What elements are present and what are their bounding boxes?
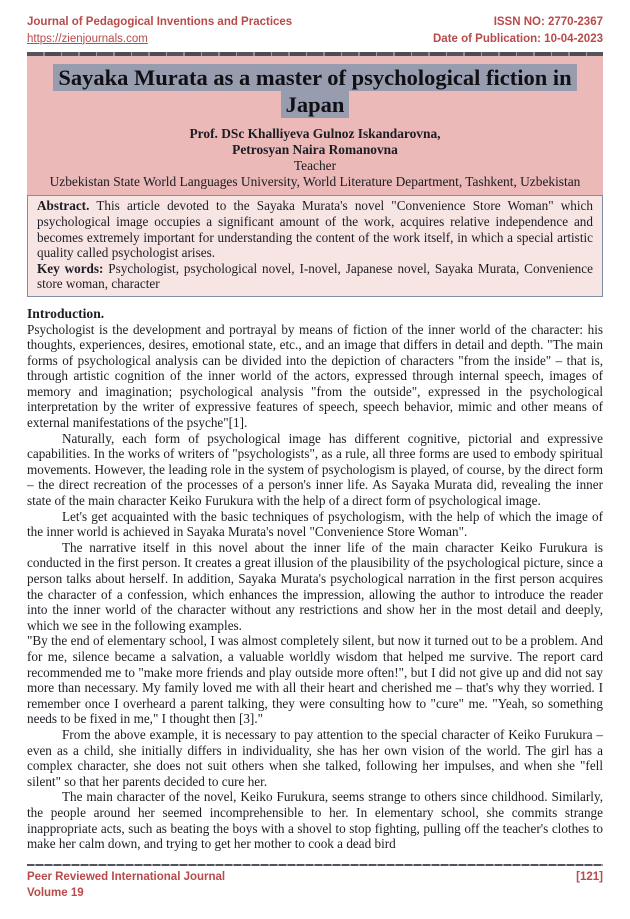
- author-role: Teacher: [293, 158, 337, 174]
- footer-volume: Volume 19: [27, 886, 84, 899]
- abstract-label: Abstract.: [37, 198, 90, 214]
- section-heading: Introduction.: [27, 305, 105, 321]
- author-name-1: Prof. DSc Khalliyeva Gulnoz Iskandarovna,: [189, 126, 441, 142]
- keywords-paragraph: [37, 261, 593, 292]
- footer-page-number: [121]: [576, 871, 603, 883]
- keywords-label: Key words:: [37, 260, 104, 276]
- paragraph: Naturally, each form of psychological image has different cognitive, pictorial and expressive capabilities. In the works of writers of "psychologists", as a rule, all three forms are used to embody spiritual movements. However, the leading role in the system of psychologism is played, of course, by the direct form – the direct recreation of the processes of a person's inner life. As Sayaka Murata did, revealing the inner state of the main character Keiko Furukura with the help of a direct form of psychological image.: [27, 430, 603, 509]
- header-right: [433, 14, 603, 47]
- journal-url-link[interactable]: https://zienjournals.com: [27, 32, 148, 45]
- abstract-box: [27, 195, 603, 297]
- abstract-text: This article devoted to the Sayaka Murata's novel "Convenience Store Woman" which psychological image occupies a significant amount of the work, acquires relative independence and becomes extremely important for understanding the content of the work itself, in which a special artistic quality called psychologist arises.: [37, 198, 593, 261]
- paragraph: The narrative itself in this novel about the inner life of the main character Keiko Furukura is conducted in the first person. It creates a great illusion of the plausibility of the psychological picture, since a person talks about herself. In addition, Sayaka Murata's psychological narration in the first person acquires the character of a confession, which enhances the impression, allowing the author to introduce the reader into the inner world of the character without any restrictions and show her in the most detail and deeply, which we see in the following examples.: [27, 539, 603, 633]
- article-title: [39, 64, 591, 118]
- abstract-paragraph: [37, 198, 593, 260]
- header-left: [27, 14, 292, 47]
- author-name-2: Petrosyan Naira Romanovna: [232, 142, 398, 158]
- footer-divider-rule: [27, 864, 603, 866]
- body-paragraphs: [27, 322, 603, 852]
- keywords-text: Psychologist, psychological novel, I-novel, Japanese novel, Sayaka Murata, Convenience store woman, character: [37, 260, 593, 292]
- authors-block: [39, 126, 591, 190]
- author-affiliation: Uzbekistan State World Languages University, World Literature Department, Tashkent, Uzbekistan: [49, 174, 581, 190]
- paragraph: The main character of the novel, Keiko Furukura, seems strange to others since childhood. Similarly, the people around her seemed incomprehensible to her. In elementary school, she commits strange inappropriate acts, such as beating the boys with a shovel to stop fighting, pulling off the teacher's clothes to make her calm down, and trying to get her mother to cook a dead bird: [27, 789, 603, 852]
- footer-row: [27, 870, 603, 901]
- publication-date: Date of Publication: 10-04-2023: [433, 32, 603, 45]
- footer-left: [27, 870, 225, 901]
- title-authors-band: [27, 56, 603, 195]
- article-title-highlight: Sayaka Murata as a master of psychological fiction in Japan: [53, 64, 576, 118]
- page-footer: [27, 864, 603, 901]
- page-header: [27, 14, 603, 47]
- paragraph: "By the end of elementary school, I was almost completely silent, but now it turned out to be a problem. And for me, silence became a salvation, a valuable worldly wisdom that helped me survive. The report card recommended me to "make more friends and play outside more often!", but I did not give up and did not say more than necessary. My family loved me with all their heart and cherished me – that's why they worried. I remember once I overheard a parent talking, they were consulting how to "cure" me. "Yeah, so something needs to be fixed in me," I thought then [3].": [27, 633, 603, 727]
- article-body: [27, 306, 603, 852]
- paragraph: From the above example, it is necessary to pay attention to the special character of Keiko Furukura – even as a child, she initially differs in individuality, she has her own vision of the world. The girl has a complex character, she does not suit others when she talked, following her impulses, and when she "fell silent" so that her parents decided to cure her.: [27, 726, 603, 789]
- footer-journal-label: Peer Reviewed International Journal: [27, 871, 226, 883]
- issn-number: ISSN NO: 2770-2367: [493, 16, 603, 28]
- paragraph: Psychologist is the development and portrayal by means of fiction of the inner world of the character: his thoughts, experiences, desires, emotional state, etc., and an image that differs in detail and depth. "The main forms of psychological analysis can be divided into the depiction of characters "from the inside" – that is, through artistic cognition of the inner world of the actors, expressed through internal speech, images of memory and imagination; psychological analysis "from the outside", expressed in the psychological interpretation by the writer of expressive features of speech, speech behavior, mimic and other means of external manifestations of the psyche"[1].: [27, 321, 603, 431]
- paragraph: Let's get acquainted with the basic techniques of psychologism, with the help of which the image of the inner world is achieved in Sayaka Murata's novel "Convenience Store Woman".: [27, 508, 603, 540]
- journal-name: Journal of Pedagogical Inventions and Practices: [27, 16, 293, 28]
